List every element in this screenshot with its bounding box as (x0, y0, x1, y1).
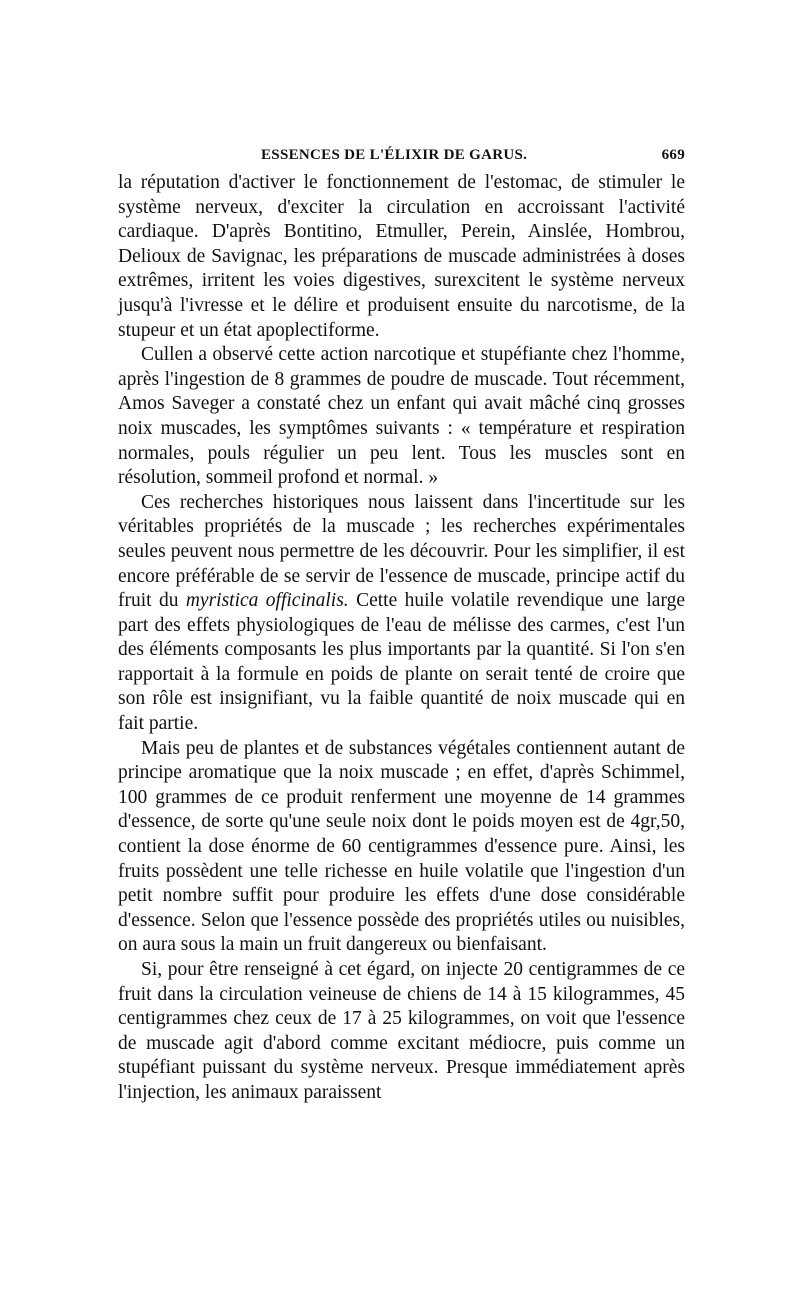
paragraph-recherches (118, 491, 685, 737)
paragraph-recherches-part-1: Ces recherches historiques nous laissent dans l'incertitude sur les véritables propriétés de la muscade ; les recherches expérimentales seules peuvent nous permettre de les découvrir. Pour les simplifier, il est encore préférable de se servir de l'essence de muscade, principe actif du fruit du (118, 491, 685, 612)
running-title: ESSENCES DE L'ÉLIXIR DE GARUS. (261, 147, 528, 163)
paragraph-schimmel: Mais peu de plantes et de substances végétales contiennent autant de principe aromatique que la noix muscade ; en effet, d'après Schimmel, 100 grammes de ce produit renferment une moyenne de 14 grammes d'essence, de sorte qu'une seule noix dont le poids moyen est de 4gr,50, contient la dose énorme de 60 centigrammes d'essence pure. Ainsi, les fruits possèdent une telle richesse en huile volatile que l'ingestion d'un petit nombre suffit pour produire les effets d'une dose considérable d'essence. Selon que l'essence possède des propriétés utiles ou nuisibles, on aura sous la main un fruit dangereux ou bienfaisant. (118, 737, 685, 956)
book-page (118, 143, 685, 1106)
paragraph-cullen: Cullen a observé cette action narcotique et stupéfiante chez l'homme, après l'ingestion de 8 grammes de poudre de muscade. Tout récemment, Amos Saveger a constaté chez un enfant qui avait mâché cinq grosses noix muscades, les symptômes suivants : « température et respiration normales, pouls régulier un peu lent. Tous les muscles sont en résolution, sommeil profond et normal. » (118, 344, 685, 489)
species-name-italic: myristica officinalis. (185, 590, 349, 612)
paragraph-recherches-part-2: Cette huile volatile revendique une large part des effets physiologiques de l'eau de mélisse des carmes, c'est l'un des éléments composants les plus importants par la quantité. Si l'on s'en rapportait à la formule en poids de plante on serait tenté de croire que son rôle est insignifiant, vu la faible quantité de noix muscade qui en fait partie. (118, 590, 686, 735)
paragraph-continuation: la réputation d'activer le fonctionnement de l'estomac, de stimuler le système nerveux, d'exciter la circulation en accroissant l'activité cardiaque. D'après Bontitino, Etmuller, Perein, Ainslée, Hombrou, Delioux de Savignac, les préparations de muscade administrées à doses extrêmes, irritent les voies digestives, surexcitent le système nerveux jusqu'à l'ivresse et le délire et produisent ensuite du narcotisme, de la stupeur et un état apoplectiforme. (118, 172, 685, 341)
body-text (118, 171, 685, 1106)
page-number: 669 (661, 147, 685, 163)
page-header (118, 143, 685, 171)
paragraph-injection: Si, pour être renseigné à cet égard, on injecte 20 centigrammes de ce fruit dans la circulation veineuse de chiens de 14 à 15 kilogrammes, 45 centigrammes chez ceux de 17 à 25 kilogrammes, on voit que l'essence de muscade agit d'abord comme excitant médiocre, puis comme un stupéfiant puissant du système nerveux. Presque immédiatement après l'injection, les animaux paraissent (118, 959, 685, 1103)
